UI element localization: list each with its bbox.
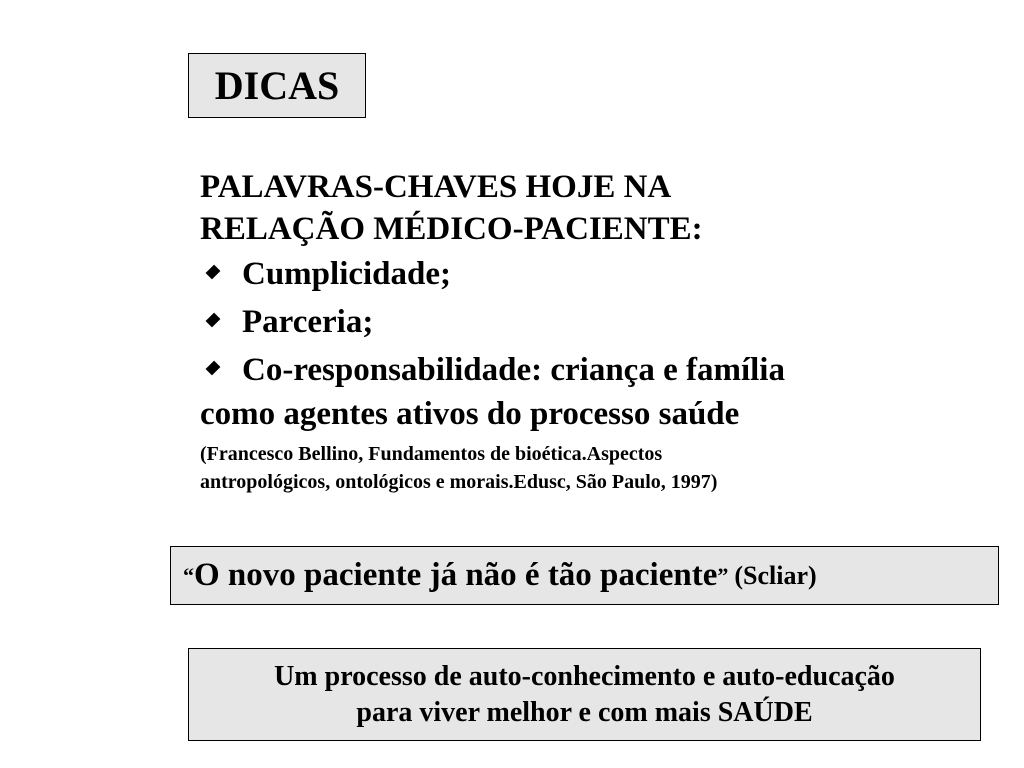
quote-open-mark: “ xyxy=(183,562,194,588)
citation-line-1: (Francesco Bellino, Fundamentos de bioética.Aspectos xyxy=(200,443,663,465)
main-content xyxy=(200,166,960,496)
message-line-1: Um processo de auto-conhecimento e auto-educação xyxy=(274,660,895,692)
diamond-bullet-icon xyxy=(204,265,222,283)
bullet-item-parceria xyxy=(200,298,960,346)
diamond-bullet-icon xyxy=(204,361,222,379)
message-box xyxy=(188,648,981,741)
bullet-item-cumplicidade xyxy=(200,250,960,298)
quote-text: O novo paciente já não é tão paciente xyxy=(194,557,718,593)
citation xyxy=(200,440,960,496)
heading-line-2: RELAÇÃO MÉDICO-PACIENTE: xyxy=(200,211,703,247)
heading-line-1: PALAVRAS-CHAVES HOJE NA xyxy=(200,169,672,205)
citation-line-2: antropológicos, ontológicos e morais.Edusc, São Paulo, 1997) xyxy=(200,471,718,493)
slide-title-box xyxy=(188,53,366,118)
quote-author: (Scliar) xyxy=(734,560,817,590)
diamond-bullet-icon xyxy=(204,313,222,331)
bullet-text: Co-responsabilidade: criança e família xyxy=(242,352,785,388)
quote-box xyxy=(170,546,999,605)
message-line-2: para viver melhor e com mais SAÚDE xyxy=(356,696,813,728)
bullet-continuation: como agentes ativos do processo saúde xyxy=(200,396,740,432)
slide-title: DICAS xyxy=(214,63,340,108)
quote-close-mark: ” xyxy=(717,562,729,588)
bullet-text: Parceria; xyxy=(242,304,374,340)
bullet-text: Cumplicidade; xyxy=(242,256,452,292)
bullet-item-co-responsabilidade xyxy=(200,346,960,394)
